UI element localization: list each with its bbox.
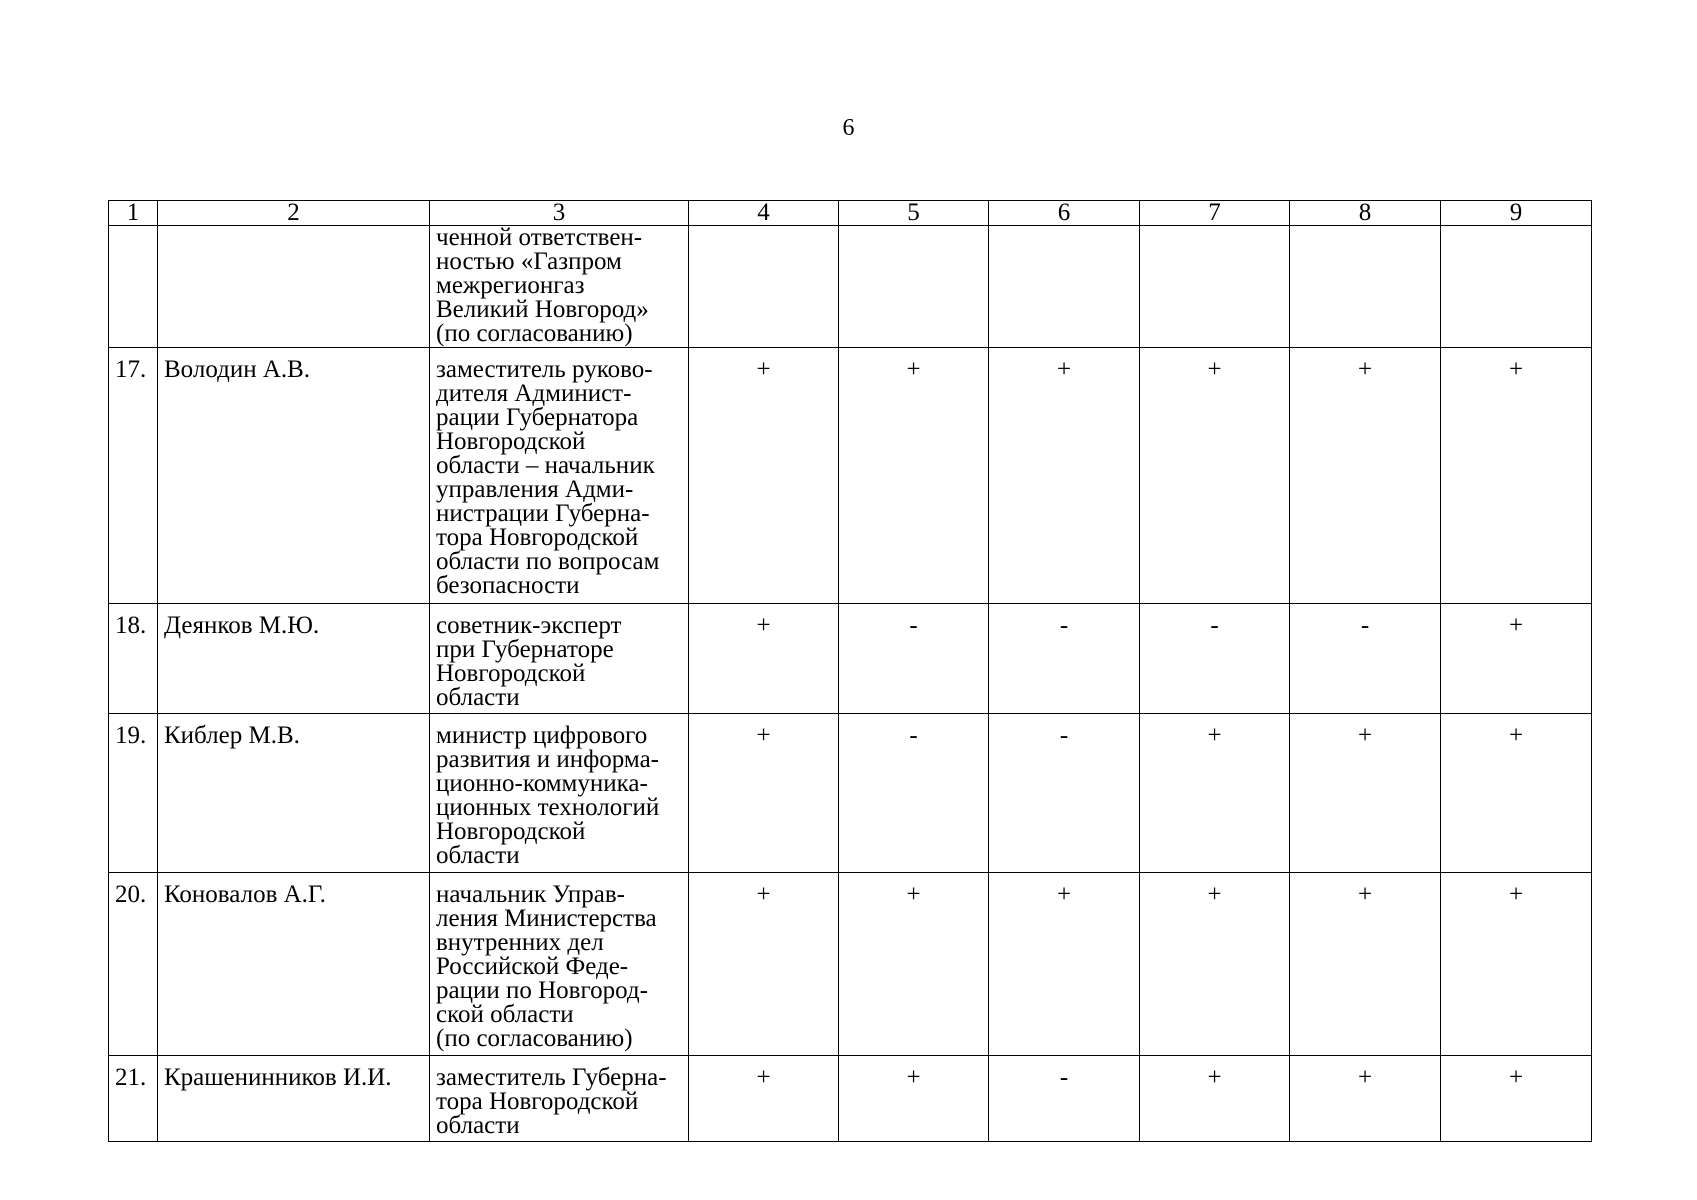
table-row	[109, 348, 1592, 604]
mark-cell: +	[839, 873, 989, 1056]
mark-cell: +	[689, 604, 839, 714]
mark-cell: +	[1441, 1056, 1592, 1142]
mark-cell: +	[839, 348, 989, 604]
member-position: ченной ответствен- ностью «Газпром межрегионгаз Великий Новгород» (по согласованию)	[430, 226, 689, 348]
page-number: 6	[842, 115, 855, 141]
mark-cell: +	[1290, 714, 1441, 873]
mark-cell: +	[1441, 714, 1592, 873]
table-row	[109, 1056, 1592, 1142]
member-name: Коновалов А.Г.	[158, 873, 430, 1056]
mark-cell: +	[689, 1056, 839, 1142]
mark-cell: +	[989, 348, 1140, 604]
mark-cell: -	[1290, 604, 1441, 714]
column-header: 8	[1290, 201, 1441, 226]
mark-cell	[689, 226, 839, 348]
member-name: Володин А.В.	[158, 348, 430, 604]
members-table	[108, 200, 1592, 1142]
row-number: 18.	[109, 604, 158, 714]
column-header: 2	[158, 201, 430, 226]
mark-cell: +	[689, 714, 839, 873]
mark-cell: +	[1140, 714, 1290, 873]
column-header: 5	[839, 201, 989, 226]
mark-cell	[839, 226, 989, 348]
column-header: 9	[1441, 201, 1592, 226]
mark-cell: +	[839, 1056, 989, 1142]
mark-cell	[1441, 226, 1592, 348]
mark-cell: -	[1140, 604, 1290, 714]
row-number: 19.	[109, 714, 158, 873]
mark-cell: +	[1140, 873, 1290, 1056]
member-position: советник-эксперт при Губернаторе Новгородской области	[430, 604, 689, 714]
row-number: 20.	[109, 873, 158, 1056]
row-number	[109, 226, 158, 348]
mark-cell: -	[989, 604, 1140, 714]
column-header: 4	[689, 201, 839, 226]
mark-cell: +	[689, 348, 839, 604]
mark-cell: +	[1290, 873, 1441, 1056]
member-position: заместитель руково- дителя Админист- рации Губернатора Новгородской области – начальник управления Адми- нистрации Губерна- тора Новгородской области по вопросам безопасности	[430, 348, 689, 604]
column-header: 3	[430, 201, 689, 226]
mark-cell: +	[1290, 348, 1441, 604]
mark-cell: -	[989, 1056, 1140, 1142]
mark-cell: +	[1441, 604, 1592, 714]
table-row	[109, 604, 1592, 714]
mark-cell: -	[839, 714, 989, 873]
row-number: 17.	[109, 348, 158, 604]
member-name: Деянков М.Ю.	[158, 604, 430, 714]
member-position: заместитель Губерна- тора Новгородской области	[430, 1056, 689, 1142]
member-name	[158, 226, 430, 348]
table-row	[109, 873, 1592, 1056]
mark-cell: -	[839, 604, 989, 714]
table-row-continuation	[109, 226, 1592, 348]
mark-cell: +	[989, 873, 1140, 1056]
mark-cell: +	[1140, 348, 1290, 604]
mark-cell: +	[1441, 873, 1592, 1056]
row-number: 21.	[109, 1056, 158, 1142]
column-header: 6	[989, 201, 1140, 226]
table-row	[109, 714, 1592, 873]
member-position: начальник Управ- ления Министерства внутренних дел Российской Феде- рации по Новгород- ской области (по согласованию)	[430, 873, 689, 1056]
mark-cell	[1290, 226, 1441, 348]
member-position: министр цифрового развития и информа- ционно-коммуника- ционных технологий Новгородской области	[430, 714, 689, 873]
mark-cell	[989, 226, 1140, 348]
column-header: 1	[109, 201, 158, 226]
mark-cell: +	[1441, 348, 1592, 604]
table-header-row	[109, 201, 1592, 226]
column-header: 7	[1140, 201, 1290, 226]
mark-cell	[1140, 226, 1290, 348]
member-name: Крашенинников И.И.	[158, 1056, 430, 1142]
mark-cell: -	[989, 714, 1140, 873]
mark-cell: +	[1290, 1056, 1441, 1142]
mark-cell: +	[1140, 1056, 1290, 1142]
mark-cell: +	[689, 873, 839, 1056]
member-name: Киблер М.В.	[158, 714, 430, 873]
